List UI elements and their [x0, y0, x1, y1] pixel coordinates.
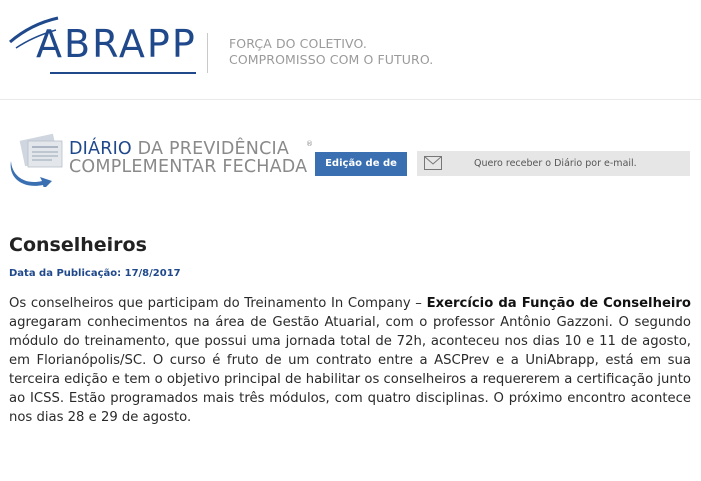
logo-text: ABRAPP [36, 22, 197, 66]
edition-button[interactable]: Edição de de [315, 152, 407, 176]
article-title: Conselheiros [9, 234, 147, 256]
header-rule [0, 99, 701, 100]
subscribe-text: Quero receber o Diário por e-mail. [474, 158, 637, 169]
header-divider [207, 33, 208, 73]
subscribe-email-button[interactable] [417, 151, 690, 176]
article-body-bold: Exercício da Função de Conselheiro [426, 296, 691, 311]
slogan [229, 36, 433, 68]
diario-bar [0, 128, 701, 190]
diario-title-accent: DIÁRIO [69, 139, 132, 159]
registered-mark: ® [306, 140, 313, 148]
newspaper-icon [8, 131, 66, 187]
logo-underline [50, 72, 196, 74]
article-body [9, 294, 691, 427]
slogan-line-1: FORÇA DO COLETIVO. [229, 36, 367, 51]
abrapp-logo[interactable] [6, 8, 196, 78]
publication-date: Data da Publicação: 17/8/2017 [9, 268, 181, 279]
diario-title-line-2: COMPLEMENTAR FECHADA [69, 157, 308, 177]
mail-icon [424, 156, 442, 170]
article-body-part-2: agregaram conhecimentos na área de Gestão Atuarial, com o professor Antônio Gazzoni. O segundo módulo do treinamento, que possui uma jornada total de 72h, aconteceu nos dias 10 e 11 de agosto, em Florianópolis/SC. O curso é fruto de um contrato entre a ASCPrev e a UniAbrapp, está em sua terceira edição e tem o objetivo principal de habilitar os conselheiros a requererem a certificação junto ao ICSS. Estão programados mais três módulos, com quatro disciplinas. O próximo encontro acontece nos dias 28 e 29 de agosto. [9, 315, 691, 425]
slogan-line-2: COMPROMISSO COM O FUTURO. [229, 52, 434, 67]
site-header [0, 0, 701, 100]
diario-title[interactable] [69, 140, 307, 176]
diario-title-line-1 [69, 140, 307, 158]
diario-title-rest: DA PREVIDÊNCIA [131, 139, 290, 159]
article-body-part-1: Os conselheiros que participam do Treinamento In Company – [9, 296, 427, 311]
